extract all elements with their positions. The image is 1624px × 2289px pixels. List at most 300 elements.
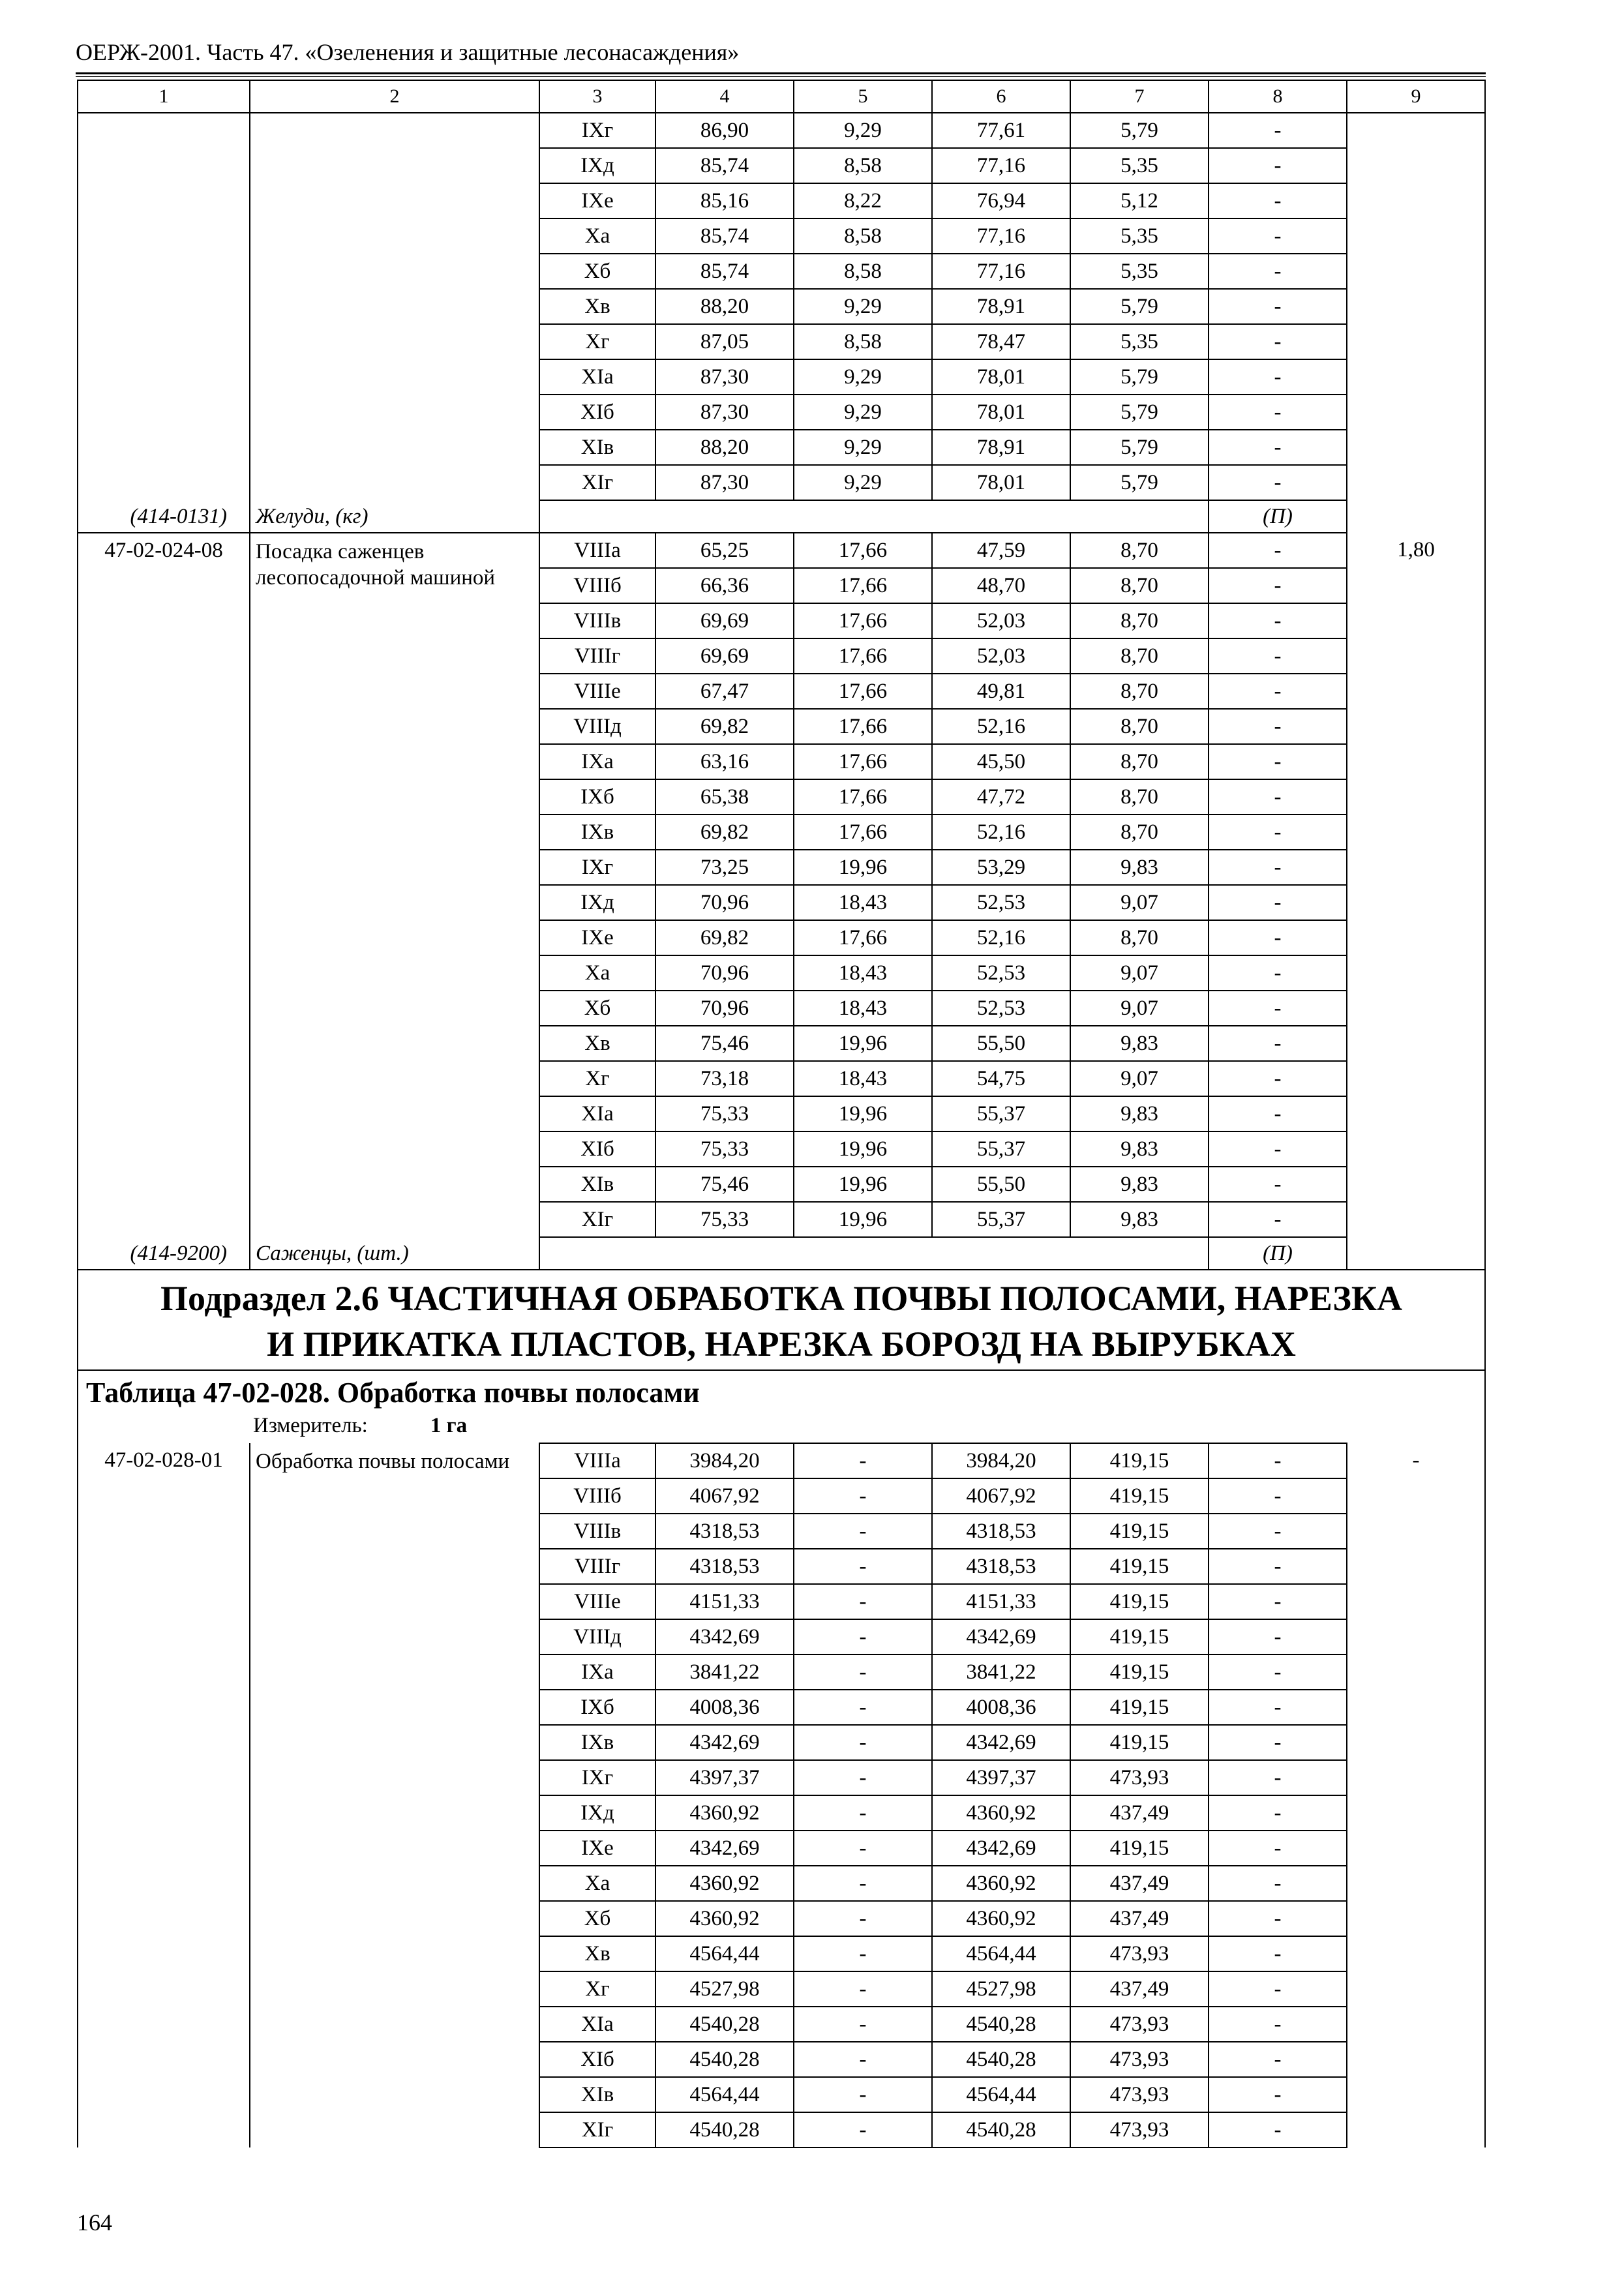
wages-cell: 8,58 xyxy=(794,324,932,359)
machine-cost-cell: 52,03 xyxy=(932,638,1070,674)
direct-cost-cell: 4527,98 xyxy=(655,1971,794,2007)
materials-cell: - xyxy=(1209,1202,1347,1237)
wages-cell: 8,58 xyxy=(794,218,932,254)
region-cell: VIIIв xyxy=(539,1514,655,1549)
region-cell: XIб xyxy=(539,1131,655,1167)
direct-cost-cell: 4564,44 xyxy=(655,1936,794,1971)
direct-cost-cell: 4564,44 xyxy=(655,2077,794,2112)
machinist-wage-cell: 419,15 xyxy=(1070,1514,1209,1549)
region-cell: IXв xyxy=(539,1725,655,1760)
rate-code-cell xyxy=(78,113,250,500)
resource-empty-cell xyxy=(655,500,794,533)
region-cell: Xб xyxy=(539,991,655,1026)
direct-cost-cell: 75,33 xyxy=(655,1202,794,1237)
resource-name: Желуди, (кг) xyxy=(250,500,539,533)
region-cell: Xг xyxy=(539,1971,655,2007)
region-cell: VIIIе xyxy=(539,674,655,709)
header-rule xyxy=(76,72,1486,74)
machinist-wage-cell: 419,15 xyxy=(1070,1619,1209,1654)
materials-cell: - xyxy=(1209,815,1347,850)
machine-cost-cell: 78,91 xyxy=(932,430,1070,465)
running-header: ОЕРЖ-2001. Часть 47. «Озеленения и защитные лесонасаждения» xyxy=(76,39,740,65)
materials-cell: - xyxy=(1209,1690,1347,1725)
measure-unit xyxy=(78,1413,1484,1443)
machine-cost-cell: 52,53 xyxy=(932,955,1070,991)
machine-cost-cell: 4527,98 xyxy=(932,1971,1070,2007)
machinist-wage-cell: 9,07 xyxy=(1070,885,1209,920)
materials-cell: - xyxy=(1209,850,1347,885)
wages-cell: 19,96 xyxy=(794,1167,932,1202)
wages-cell: - xyxy=(794,1936,932,1971)
machinist-wage-cell: 437,49 xyxy=(1070,1901,1209,1936)
materials-cell: - xyxy=(1209,603,1347,638)
direct-cost-cell: 85,74 xyxy=(655,148,794,183)
materials-cell: - xyxy=(1209,1971,1347,2007)
materials-cell: - xyxy=(1209,709,1347,744)
machine-cost-cell: 52,16 xyxy=(932,920,1070,955)
materials-cell: - xyxy=(1209,148,1347,183)
machine-cost-cell: 47,59 xyxy=(932,533,1070,568)
wages-cell: 17,66 xyxy=(794,920,932,955)
wages-cell: - xyxy=(794,1971,932,2007)
region-cell: IXд xyxy=(539,148,655,183)
region-cell: VIIIд xyxy=(539,1619,655,1654)
wages-cell: 17,66 xyxy=(794,603,932,638)
column-number: 1 xyxy=(78,80,250,113)
wages-cell: 19,96 xyxy=(794,1096,932,1131)
machinist-wage-cell: 473,93 xyxy=(1070,2042,1209,2077)
wages-cell: - xyxy=(794,1584,932,1619)
region-cell: IXе xyxy=(539,920,655,955)
materials-cell: - xyxy=(1209,218,1347,254)
direct-cost-cell: 88,20 xyxy=(655,430,794,465)
machinist-wage-cell: 419,15 xyxy=(1070,1443,1209,1478)
wages-cell: - xyxy=(794,1619,932,1654)
direct-cost-cell: 4342,69 xyxy=(655,1831,794,1866)
direct-cost-cell: 70,96 xyxy=(655,885,794,920)
direct-cost-cell: 3984,20 xyxy=(655,1443,794,1478)
direct-cost-cell: 70,96 xyxy=(655,991,794,1026)
machinist-wage-cell: 5,79 xyxy=(1070,359,1209,395)
machine-cost-cell: 4151,33 xyxy=(932,1584,1070,1619)
machine-cost-cell: 4540,28 xyxy=(932,2007,1070,2042)
column-number: 5 xyxy=(794,80,932,113)
machine-cost-cell: 55,50 xyxy=(932,1026,1070,1061)
section-heading xyxy=(78,1270,1485,1370)
machine-cost-cell: 54,75 xyxy=(932,1061,1070,1096)
machine-cost-cell: 78,01 xyxy=(932,395,1070,430)
machine-cost-cell: 4397,37 xyxy=(932,1760,1070,1795)
machinist-wage-cell: 9,07 xyxy=(1070,955,1209,991)
wages-cell: 19,96 xyxy=(794,1026,932,1061)
materials-cell: - xyxy=(1209,254,1347,289)
region-cell: Xг xyxy=(539,324,655,359)
machine-cost-cell: 55,50 xyxy=(932,1167,1070,1202)
region-cell: IXд xyxy=(539,1795,655,1831)
wages-cell: 9,29 xyxy=(794,395,932,430)
machinist-wage-cell: 8,70 xyxy=(1070,920,1209,955)
materials-cell: - xyxy=(1209,1831,1347,1866)
direct-cost-cell: 70,96 xyxy=(655,955,794,991)
rate-name-cell xyxy=(250,113,539,500)
machine-cost-cell: 78,01 xyxy=(932,359,1070,395)
machine-cost-cell: 55,37 xyxy=(932,1131,1070,1167)
rate-code-cell: 47-02-024-08 xyxy=(78,533,250,1237)
table-title-row xyxy=(78,1370,1485,1443)
region-cell: XIг xyxy=(539,465,655,500)
direct-cost-cell: 4342,69 xyxy=(655,1725,794,1760)
region-cell: VIIIд xyxy=(539,709,655,744)
wages-cell: 17,66 xyxy=(794,533,932,568)
machinist-wage-cell: 9,83 xyxy=(1070,1096,1209,1131)
materials-cell: - xyxy=(1209,289,1347,324)
wages-cell: 18,43 xyxy=(794,1061,932,1096)
region-cell: VIIIa xyxy=(539,1443,655,1478)
table-title: Таблица 47-02-028. Обработка почвы полосами xyxy=(86,1377,700,1409)
direct-cost-cell: 86,90 xyxy=(655,113,794,148)
header-rule-thin xyxy=(76,76,1486,77)
wages-cell: - xyxy=(794,1795,932,1831)
direct-cost-cell: 73,18 xyxy=(655,1061,794,1096)
materials-cell: - xyxy=(1209,1096,1347,1131)
machinist-wage-cell: 419,15 xyxy=(1070,1831,1209,1866)
materials-cell: - xyxy=(1209,324,1347,359)
wages-cell: 17,66 xyxy=(794,674,932,709)
machine-cost-cell: 78,47 xyxy=(932,324,1070,359)
wages-cell: 9,29 xyxy=(794,465,932,500)
machinist-wage-cell: 5,35 xyxy=(1070,218,1209,254)
region-cell: Xб xyxy=(539,1901,655,1936)
materials-cell: - xyxy=(1209,638,1347,674)
machinist-wage-cell: 5,79 xyxy=(1070,113,1209,148)
wages-cell: - xyxy=(794,1831,932,1866)
wages-cell: 19,96 xyxy=(794,1131,932,1167)
machine-cost-cell: 4360,92 xyxy=(932,1901,1070,1936)
machinist-wage-cell: 9,83 xyxy=(1070,1131,1209,1167)
wages-cell: 17,66 xyxy=(794,568,932,603)
resource-empty-cell xyxy=(1070,500,1209,533)
section-heading-line: Подраздел 2.6 ЧАСТИЧНАЯ ОБРАБОТКА ПОЧВЫ ПОЛОСАМИ, НАРЕЗКА xyxy=(160,1279,1403,1318)
direct-cost-cell: 87,30 xyxy=(655,395,794,430)
wages-cell: 9,29 xyxy=(794,113,932,148)
direct-cost-cell: 87,05 xyxy=(655,324,794,359)
machine-cost-cell: 4360,92 xyxy=(932,1795,1070,1831)
wages-cell: 18,43 xyxy=(794,991,932,1026)
region-cell: IXг xyxy=(539,850,655,885)
region-cell: XIв xyxy=(539,1167,655,1202)
machine-cost-cell: 52,53 xyxy=(932,885,1070,920)
machinist-wage-cell: 9,07 xyxy=(1070,1061,1209,1096)
machinist-wage-cell: 419,15 xyxy=(1070,1584,1209,1619)
wages-cell: 9,29 xyxy=(794,359,932,395)
wages-cell: - xyxy=(794,1901,932,1936)
direct-cost-cell: 88,20 xyxy=(655,289,794,324)
machine-cost-cell: 4342,69 xyxy=(932,1619,1070,1654)
materials-cell: - xyxy=(1209,465,1347,500)
direct-cost-cell: 4360,92 xyxy=(655,1795,794,1831)
table-body xyxy=(78,80,1485,2147)
materials-cell: - xyxy=(1209,568,1347,603)
wages-cell: - xyxy=(794,1690,932,1725)
table-title-cell xyxy=(78,1370,1485,1443)
machine-cost-cell: 52,16 xyxy=(932,709,1070,744)
region-cell: VIIIг xyxy=(539,638,655,674)
table-row xyxy=(78,533,1485,568)
region-cell: XIв xyxy=(539,2077,655,2112)
region-cell: Xa xyxy=(539,218,655,254)
direct-cost-cell: 65,38 xyxy=(655,779,794,815)
direct-cost-cell: 85,16 xyxy=(655,183,794,218)
machine-cost-cell: 4342,69 xyxy=(932,1725,1070,1760)
materials-cell: - xyxy=(1209,991,1347,1026)
machinist-wage-cell: 437,49 xyxy=(1070,1971,1209,2007)
region-cell: IXa xyxy=(539,1654,655,1690)
measure-label: Измеритель: xyxy=(253,1414,368,1437)
materials-cell: - xyxy=(1209,2007,1347,2042)
page-number: 164 xyxy=(77,2209,112,2236)
column-number: 8 xyxy=(1209,80,1347,113)
machine-cost-cell: 4540,28 xyxy=(932,2112,1070,2147)
section-heading-line: И ПРИКАТКА ПЛАСТОВ, НАРЕЗКА БОРОЗД НА ВЫРУБКАХ xyxy=(267,1324,1296,1364)
region-cell: XIб xyxy=(539,2042,655,2077)
materials-cell: - xyxy=(1209,1936,1347,1971)
materials-cell: - xyxy=(1209,1619,1347,1654)
wages-cell: 18,43 xyxy=(794,885,932,920)
materials-cell: - xyxy=(1209,885,1347,920)
machinist-wage-cell: 473,93 xyxy=(1070,1760,1209,1795)
resource-class: (П) xyxy=(1209,500,1347,533)
machine-cost-cell: 3841,22 xyxy=(932,1654,1070,1690)
machinist-wage-cell: 5,35 xyxy=(1070,148,1209,183)
wages-cell: - xyxy=(794,1443,932,1478)
wages-cell: - xyxy=(794,1760,932,1795)
machine-cost-cell: 47,72 xyxy=(932,779,1070,815)
materials-cell: - xyxy=(1209,1478,1347,1514)
direct-cost-cell: 4067,92 xyxy=(655,1478,794,1514)
direct-cost-cell: 4540,28 xyxy=(655,2007,794,2042)
machinist-wage-cell: 5,79 xyxy=(1070,430,1209,465)
materials-cell: - xyxy=(1209,1760,1347,1795)
materials-cell: - xyxy=(1209,920,1347,955)
machinist-wage-cell: 419,15 xyxy=(1070,1725,1209,1760)
machinist-wage-cell: 8,70 xyxy=(1070,533,1209,568)
direct-cost-cell: 69,82 xyxy=(655,709,794,744)
resource-code: (414-9200) xyxy=(78,1237,250,1270)
machinist-wage-cell: 419,15 xyxy=(1070,1478,1209,1514)
resource-empty-cell xyxy=(932,500,1070,533)
region-cell: IXе xyxy=(539,183,655,218)
labor-cost-cell xyxy=(1347,113,1485,533)
machinist-wage-cell: 8,70 xyxy=(1070,815,1209,850)
direct-cost-cell: 75,33 xyxy=(655,1096,794,1131)
machinist-wage-cell: 419,15 xyxy=(1070,1654,1209,1690)
region-cell: VIIIб xyxy=(539,568,655,603)
machine-cost-cell: 4318,53 xyxy=(932,1549,1070,1584)
region-cell: XIг xyxy=(539,1202,655,1237)
direct-cost-cell: 4318,53 xyxy=(655,1514,794,1549)
wages-cell: - xyxy=(794,1549,932,1584)
wages-cell: 8,58 xyxy=(794,254,932,289)
machine-cost-cell: 4564,44 xyxy=(932,1936,1070,1971)
resource-empty-cell xyxy=(794,1237,932,1270)
materials-cell: - xyxy=(1209,674,1347,709)
direct-cost-cell: 3841,22 xyxy=(655,1654,794,1690)
machinist-wage-cell: 5,79 xyxy=(1070,395,1209,430)
materials-cell: - xyxy=(1209,2042,1347,2077)
direct-cost-cell: 4151,33 xyxy=(655,1584,794,1619)
region-cell: VIIIг xyxy=(539,1549,655,1584)
region-cell: XIг xyxy=(539,2112,655,2147)
region-cell: Xa xyxy=(539,1866,655,1901)
materials-cell: - xyxy=(1209,1901,1347,1936)
machinist-wage-cell: 8,70 xyxy=(1070,674,1209,709)
materials-cell: - xyxy=(1209,1549,1347,1584)
region-cell: Xб xyxy=(539,254,655,289)
wages-cell: - xyxy=(794,1514,932,1549)
machinist-wage-cell: 8,70 xyxy=(1070,568,1209,603)
machinist-wage-cell: 8,70 xyxy=(1070,779,1209,815)
wages-cell: - xyxy=(794,2112,932,2147)
region-cell: XIб xyxy=(539,395,655,430)
materials-cell: - xyxy=(1209,395,1347,430)
direct-cost-cell: 85,74 xyxy=(655,218,794,254)
machine-cost-cell: 55,37 xyxy=(932,1202,1070,1237)
direct-cost-cell: 4540,28 xyxy=(655,2042,794,2077)
wages-cell: 17,66 xyxy=(794,638,932,674)
wages-cell: 8,58 xyxy=(794,148,932,183)
wages-cell: 9,29 xyxy=(794,430,932,465)
machine-cost-cell: 52,53 xyxy=(932,991,1070,1026)
region-cell: IXг xyxy=(539,1760,655,1795)
column-number: 7 xyxy=(1070,80,1209,113)
machinist-wage-cell: 473,93 xyxy=(1070,1936,1209,1971)
resource-name: Саженцы, (шт.) xyxy=(250,1237,539,1270)
machine-cost-cell: 77,61 xyxy=(932,113,1070,148)
table-row xyxy=(78,113,1485,148)
column-number: 3 xyxy=(539,80,655,113)
column-number: 6 xyxy=(932,80,1070,113)
machine-cost-cell: 3984,20 xyxy=(932,1443,1070,1478)
direct-cost-cell: 85,74 xyxy=(655,254,794,289)
machine-cost-cell: 52,16 xyxy=(932,815,1070,850)
region-cell: VIIIa xyxy=(539,533,655,568)
region-cell: Xa xyxy=(539,955,655,991)
region-cell: Xв xyxy=(539,1026,655,1061)
wages-cell: 17,66 xyxy=(794,779,932,815)
machinist-wage-cell: 9,83 xyxy=(1070,1167,1209,1202)
wages-cell: - xyxy=(794,2077,932,2112)
resource-empty-cell xyxy=(1070,1237,1209,1270)
machine-cost-cell: 76,94 xyxy=(932,183,1070,218)
resource-empty-cell xyxy=(794,500,932,533)
materials-cell: - xyxy=(1209,430,1347,465)
machine-cost-cell: 55,37 xyxy=(932,1096,1070,1131)
region-cell: IXг xyxy=(539,113,655,148)
direct-cost-cell: 4008,36 xyxy=(655,1690,794,1725)
direct-cost-cell: 87,30 xyxy=(655,465,794,500)
region-cell: VIIIе xyxy=(539,1584,655,1619)
resource-row xyxy=(78,1237,1485,1270)
machine-cost-cell: 49,81 xyxy=(932,674,1070,709)
region-cell: IXб xyxy=(539,779,655,815)
labor-cost-cell: 1,80 xyxy=(1347,533,1485,1270)
wages-cell: - xyxy=(794,2007,932,2042)
region-cell: IXб xyxy=(539,1690,655,1725)
direct-cost-cell: 69,69 xyxy=(655,603,794,638)
machinist-wage-cell: 5,79 xyxy=(1070,289,1209,324)
direct-cost-cell: 4397,37 xyxy=(655,1760,794,1795)
resource-code: (414-0131) xyxy=(78,500,250,533)
table-row xyxy=(78,1443,1485,1478)
materials-cell: - xyxy=(1209,1131,1347,1167)
materials-cell: - xyxy=(1209,1795,1347,1831)
region-cell: VIIIб xyxy=(539,1478,655,1514)
direct-cost-cell: 63,16 xyxy=(655,744,794,779)
machine-cost-cell: 4360,92 xyxy=(932,1866,1070,1901)
direct-cost-cell: 75,46 xyxy=(655,1026,794,1061)
column-number: 9 xyxy=(1347,80,1485,113)
materials-cell: - xyxy=(1209,533,1347,568)
wages-cell: 8,22 xyxy=(794,183,932,218)
machine-cost-cell: 45,50 xyxy=(932,744,1070,779)
machinist-wage-cell: 8,70 xyxy=(1070,638,1209,674)
section-heading-row xyxy=(78,1270,1485,1370)
materials-cell: - xyxy=(1209,955,1347,991)
materials-cell: - xyxy=(1209,1167,1347,1202)
materials-cell: - xyxy=(1209,1725,1347,1760)
direct-cost-cell: 69,69 xyxy=(655,638,794,674)
region-cell: IXд xyxy=(539,885,655,920)
machine-cost-cell: 77,16 xyxy=(932,148,1070,183)
machinist-wage-cell: 8,70 xyxy=(1070,603,1209,638)
wages-cell: - xyxy=(794,1725,932,1760)
materials-cell: - xyxy=(1209,1654,1347,1690)
machinist-wage-cell: 419,15 xyxy=(1070,1549,1209,1584)
region-cell: XIa xyxy=(539,359,655,395)
wages-cell: 19,96 xyxy=(794,1202,932,1237)
machinist-wage-cell: 419,15 xyxy=(1070,1690,1209,1725)
resource-empty-cell xyxy=(655,1237,794,1270)
resource-row xyxy=(78,500,1485,533)
machine-cost-cell: 4540,28 xyxy=(932,2042,1070,2077)
column-number-row xyxy=(78,80,1485,113)
direct-cost-cell: 69,82 xyxy=(655,815,794,850)
machine-cost-cell: 4318,53 xyxy=(932,1514,1070,1549)
direct-cost-cell: 4360,92 xyxy=(655,1901,794,1936)
materials-cell: - xyxy=(1209,113,1347,148)
region-cell: XIa xyxy=(539,1096,655,1131)
machinist-wage-cell: 8,70 xyxy=(1070,709,1209,744)
direct-cost-cell: 75,33 xyxy=(655,1131,794,1167)
machinist-wage-cell: 8,70 xyxy=(1070,744,1209,779)
machine-cost-cell: 78,01 xyxy=(932,465,1070,500)
rate-name-cell: Обработка почвы полосами xyxy=(250,1443,539,2147)
wages-cell: 18,43 xyxy=(794,955,932,991)
direct-cost-cell: 75,46 xyxy=(655,1167,794,1202)
direct-cost-cell: 69,82 xyxy=(655,920,794,955)
direct-cost-cell: 4342,69 xyxy=(655,1619,794,1654)
machinist-wage-cell: 5,35 xyxy=(1070,254,1209,289)
machinist-wage-cell: 473,93 xyxy=(1070,2112,1209,2147)
direct-cost-cell: 65,25 xyxy=(655,533,794,568)
machine-cost-cell: 4008,36 xyxy=(932,1690,1070,1725)
wages-cell: 9,29 xyxy=(794,289,932,324)
machine-cost-cell: 48,70 xyxy=(932,568,1070,603)
machinist-wage-cell: 437,49 xyxy=(1070,1866,1209,1901)
machinist-wage-cell: 9,07 xyxy=(1070,991,1209,1026)
machinist-wage-cell: 9,83 xyxy=(1070,850,1209,885)
materials-cell: - xyxy=(1209,2077,1347,2112)
